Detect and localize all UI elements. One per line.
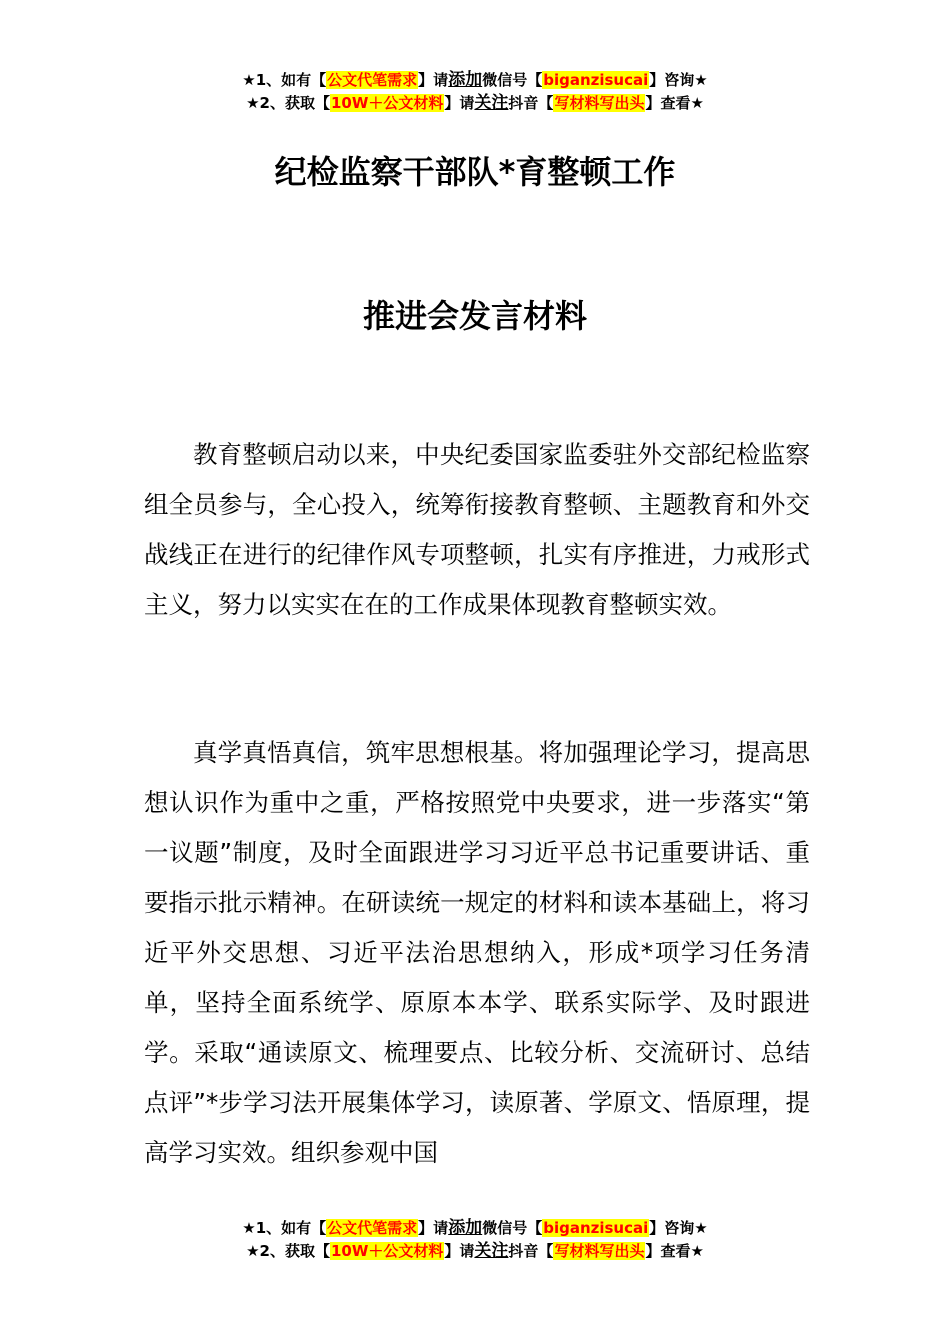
follow-emphasis: 关注 <box>474 1241 509 1261</box>
add-emphasis: 添加 <box>448 70 483 90</box>
wechat-id-highlight: biganzisucai <box>543 71 649 89</box>
service-highlight: 公文代笔需求 <box>327 1219 418 1237</box>
wechat-id-highlight: biganzisucai <box>543 1219 649 1237</box>
document-title-line-2: 推进会发言材料 <box>362 297 587 335</box>
footer-banner <box>0 1217 950 1263</box>
douyin-id-highlight: 写材料写出头 <box>554 94 645 112</box>
body-paragraph: 教育整顿启动以来，中央纪委国家监委驻外交部纪检监察组全员参与，全心投入，统筹衔接教育整顿、主题教育和外交战线正在进行的纪律作风专项整顿，扎实有序推进，力戒形式主义，努力以实实在在的工作成果体现教育整顿实效。 <box>144 440 810 619</box>
add-emphasis: 添加 <box>448 1218 483 1238</box>
douyin-id-highlight: 写材料写出头 <box>554 1242 645 1260</box>
materials-highlight: 10W＋公文材料 <box>330 1242 444 1260</box>
header-banner <box>0 69 950 115</box>
service-highlight: 公文代笔需求 <box>327 71 418 89</box>
materials-highlight: 10W＋公文材料 <box>330 94 444 112</box>
document-title-line-1: 纪检监察干部队*育整顿工作 <box>274 153 676 191</box>
follow-emphasis: 关注 <box>474 93 509 113</box>
header-banner-line-1: ★1、如有【公文代笔需求】请添加微信号【biganzisucai】咨询★ <box>242 70 708 90</box>
footer-banner-line-2: ★2、获取【10W＋公文材料】请关注抖音【写材料写出头】查看★ <box>246 1241 704 1261</box>
body-paragraph: 真学真悟真信，筑牢思想根基。将加强理论学习，提高思想认识作为重中之重，严格按照党中央要求，进一步落实“第一议题”制度，及时全面跟进学习习近平总书记重要讲话、重要指示批示精神。在研读统一规定的材料和读本基础上，将习近平外交思想、习近平法治思想纳入，形成*项学习任务清单，坚持全面系统学、原原本本学、联系实际学、及时跟进学。采取“通读原文、梳理要点、比较分析、交流研讨、总结点评”*步学习法开展集体学习，读原著、学原文、悟原理，提高学习实效。组织参观中国 <box>144 738 810 1167</box>
footer-banner-line-1: ★1、如有【公文代笔需求】请添加微信号【biganzisucai】咨询★ <box>242 1218 708 1238</box>
header-banner-line-2: ★2、获取【10W＋公文材料】请关注抖音【写材料写出头】查看★ <box>246 93 704 113</box>
